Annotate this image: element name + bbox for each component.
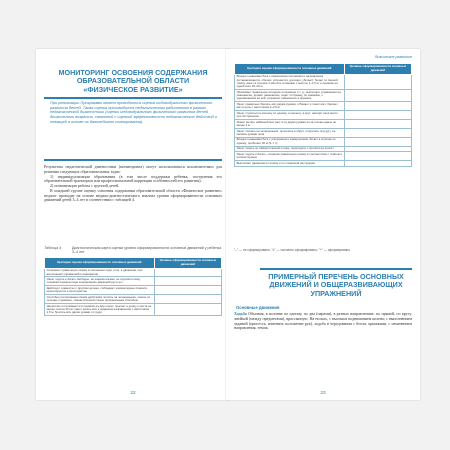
intro-rule-top — [44, 97, 222, 99]
section-title: ПРИМЕРНЫЙ ПЕРЕЧЕНЬ ОСНОВНЫХ ДВИЖЕНИЙ И ОБЩЕРАЗВИВАЮЩИХ УПРАЖНЕНИЙ — [268, 272, 404, 298]
table-row — [235, 111, 412, 120]
left-cell-level — [154, 277, 221, 286]
right-cell-level — [344, 152, 411, 161]
left-cell-level — [154, 268, 221, 277]
right-cell-level — [344, 90, 411, 102]
right-cell-criteria: Может метать набивной мяч (вес 1 кг) двумя руками из-за головы вдаль не менее 2 м — [235, 120, 345, 129]
body-para-1: Результаты педагогической диагностики (мониторинга) могут использоваться исключительно для решения следующих образовательных задач: — [44, 165, 222, 174]
intro-rule-bottom — [44, 159, 222, 161]
left-cell-level — [154, 286, 221, 295]
right-table — [234, 63, 412, 167]
table-row — [235, 90, 412, 102]
left-body — [44, 165, 222, 241]
right-page — [226, 49, 420, 400]
table-row — [235, 152, 412, 161]
page-number-left: 22 — [130, 391, 136, 396]
right-cell-criteria: Владеет навыками бега с ускорением и замедлением, бегает в колонне по одному; пробегает 30 м (5–7 с) — [235, 137, 345, 146]
right-cell-level — [344, 120, 411, 129]
table-row — [45, 268, 222, 277]
right-cell-criteria: Выполняет движения по показу и по словесной инструкции — [235, 161, 345, 167]
right-cell-criteria: Умеет строиться в колонну по одному, в шеренгу, в круг; находит своё место при построениях — [235, 111, 345, 120]
table-row — [235, 137, 412, 146]
right-cell-level — [344, 161, 411, 167]
left-cell-criteria: Способен согласованно своим действиям ползать на четвереньках, лазать по лесенке-стремянке, гимнастической стенке произвольным способом — [45, 295, 155, 304]
left-page — [36, 49, 230, 400]
running-head: Физическое развитие — [374, 55, 412, 59]
table-row — [235, 129, 412, 138]
right-table-header — [235, 64, 412, 75]
right-cell-criteria: Умеет ходить и бегать, сохраняя правильную осанку в соответствии с темпом и ритмом музыки — [235, 152, 345, 161]
left-cell-criteria: Действует совместно с другими детьми, соблюдает элементарные правила, ориентируется в пространстве — [45, 286, 155, 295]
right-th-level: Уровень сформированности основных движений — [344, 64, 411, 75]
left-table — [44, 257, 222, 316]
subsection-heading: Основные движения — [236, 305, 280, 310]
right-cell-criteria: Владеет навыками бега с изменением положения и направления (останавливается, обегает, уклоняется, догоняет, убегает); бегает со сменой темпа; умеет в течение 1 мин без остановки с высоты 1–1,5 м; в прыжках на одной ноге 18–20 м — [235, 74, 345, 90]
page-number-right: 23 — [320, 391, 326, 396]
table-legend: "–" — не сформировано; "±" — частично сформировано; "+" — сформировано — [234, 248, 351, 252]
table-row — [235, 120, 412, 129]
table-row — [45, 277, 222, 286]
body-item-2: 2) оптимизации работы с группой детей. — [50, 183, 120, 188]
right-cell-level — [344, 74, 411, 90]
table-row — [45, 304, 222, 316]
right-cell-criteria: Умеет правильно бросать мяч двумя руками, отбивает и ловит мяч, бросает мяч в цель с расстояния 2–2,5 м — [235, 102, 345, 111]
table-row — [235, 74, 412, 90]
right-cell-level — [344, 111, 411, 120]
right-cell-criteria: Умеет лазать по гимнастической стенке, переходить с пролёта на пролёт — [235, 146, 345, 152]
right-th-criteria: Критерии оценки сформированности основных движений — [235, 64, 345, 75]
left-cell-level — [154, 304, 221, 316]
left-cell-criteria: Сохраняет правильную осанку в положении сидя, стоя, в движении, при выполнении упражнений в равновесии — [45, 268, 155, 277]
table-label: Таблица 4 — [44, 246, 62, 250]
walking-text: Обычная, в колонне по одному, по два (парами), в разных направлениях: по прямой, по кругу, змейкой (между предметами), врассыпную. На носках, с высоким подниманием колена; с выполнением заданий (присесть, изменить положение рук), ходьба в чередовании с бегом, прыжками, с изменением направления, темпа. — [234, 312, 412, 331]
left-th-criteria: Критерии оценки сформированности основных движений — [45, 258, 155, 269]
left-table-wrap — [44, 257, 222, 375]
right-table-wrap — [234, 63, 412, 245]
section-rule — [260, 268, 412, 270]
right-cell-criteria: Умеет ползать на четвереньках, пролезать в обруч, подлезать под дугу, не касаясь руками пола — [235, 129, 345, 138]
walking-paragraph — [234, 312, 412, 384]
intro-text: При реализации Программы может проводиться оценка индивидуального физического развития детей. Такая оценка производится педагогическим работником в рамках педагогической диагностики (оценки индивидуального физического развития детей дошкольного возраста, связанной с оценкой эффективности педагогических действий и лежащей в основе их дальнейшего планирования). — [50, 101, 218, 124]
table-row — [235, 161, 412, 167]
table-row — [235, 102, 412, 111]
left-th-level: Уровень сформированности основных движений — [154, 258, 221, 269]
right-cell-level — [344, 129, 411, 138]
left-cell-level — [154, 295, 221, 304]
table-row — [45, 286, 222, 295]
table-row — [45, 295, 222, 304]
right-cell-level — [344, 102, 411, 111]
walking-label: Ходьба — [234, 312, 247, 316]
right-cell-criteria: Принимает правильное исходное положение и т. д.; выполняет упражнения на равновесие, держит равновесие, ходит по бревну, по скамейке, с удерживанием на ней, сохраняет равновесие в прыжках — [235, 90, 345, 102]
body-para-2: В младшей группе оценку освоения содержания образовательной области «Физическое развитие» педагог проводит на основе медико-диагностического анализа уровня сформированности основных движений детей 3–4 лет в соответствии с таблицей 4. — [44, 187, 222, 203]
body-item-1: 1) индивидуализации образования (в том числе поддержки ребенка, построения его образовательной траектории или профессиональной коррекции особенностей его развития); — [44, 173, 222, 184]
left-cell-criteria: Умеет ходить и бегать свободно, не шаркая ногами, не опуская голову, сохраняя перекрестную координацию движений рук и ног — [45, 277, 155, 286]
table-caption: Диагностическая карта оценки уровня сформированности основных движений у ребенка 3–4 лет — [72, 246, 222, 255]
left-table-header — [45, 258, 222, 269]
left-cell-criteria: Энергично отталкивается в прыжках на двух ногах, прыгает в длину с места не менее чем на 40 см; умеет катать мяч в заданном направлении с расстояния 1,5 м, бросать мяч двумя руками от груди — [45, 304, 155, 316]
right-cell-level — [344, 137, 411, 146]
left-title: МОНИТОРИНГ ОСВОЕНИЯ СОДЕРЖАНИЯ ОБРАЗОВАТЕЛЬНОЙ ОБЛАСТИ «ФИЗИЧЕСКОЕ РАЗВИТИЕ» — [58, 68, 208, 94]
